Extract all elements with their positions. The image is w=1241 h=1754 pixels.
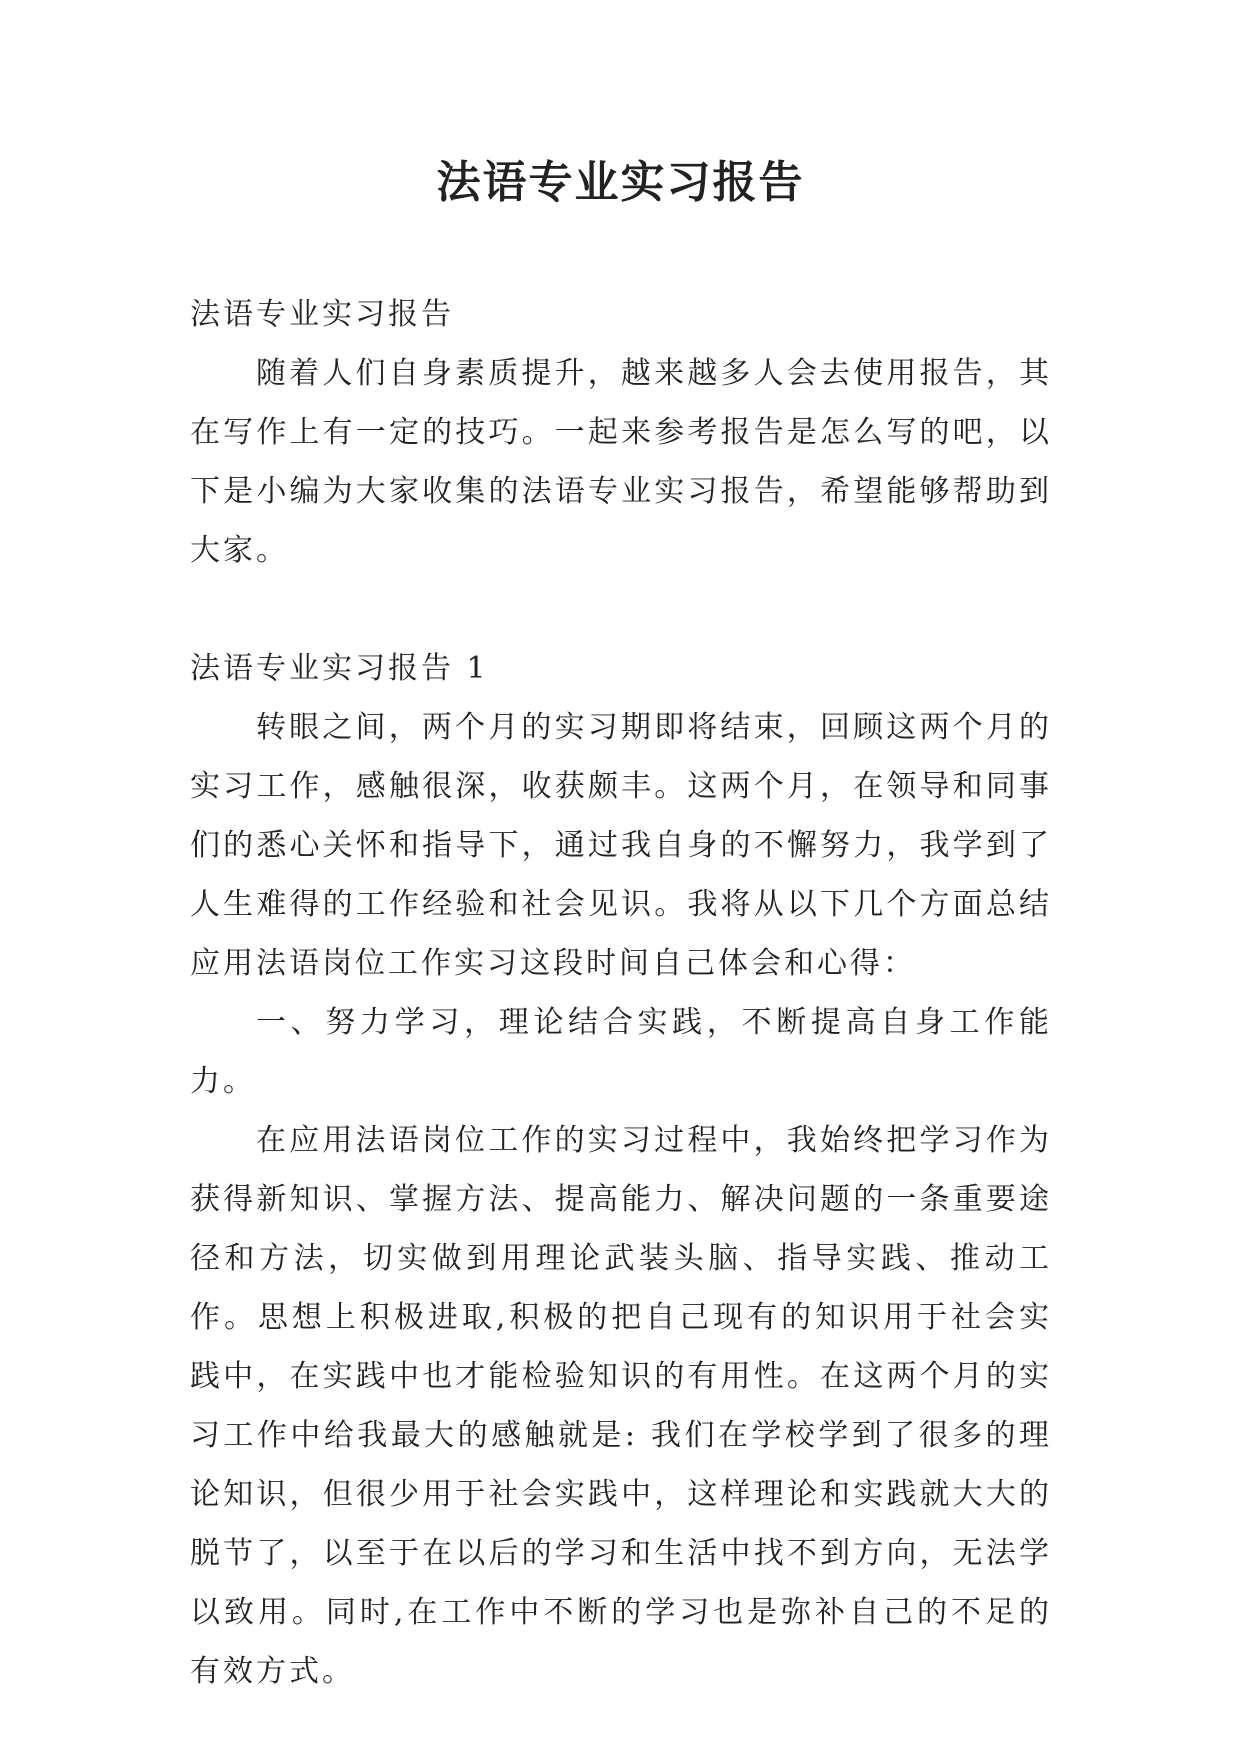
intro-paragraph: 随着人们自身素质提升，越来越多人会去使用报告，其在写作上有一定的技巧。一起来参考报告是怎么写的吧，以下是小编为大家收集的法语专业实习报告，希望能够帮助到大家。: [190, 356, 1052, 568]
report-1-subheading-1: 一、努力学习，理论结合实践，不断提高自身工作能力。: [190, 1005, 1052, 1099]
section-heading-intro: 法语专业实习报告: [190, 297, 454, 332]
paragraph-spacer: [190, 580, 1052, 639]
report-1-paragraph-1: 转眼之间，两个月的实习期即将结束，回顾这两个月的实习工作，感触很深，收获颇丰。这两个月，在领导和同事们的悉心关怀和指导下，通过我自身的不懈努力，我学到了人生难得的工作经验和社会见识。我将从以下几个方面总结应用法语岗位工作实习这段时间自己体会和心得：: [190, 710, 1052, 981]
section-heading-report-1: 法语专业实习报告 1: [190, 651, 489, 686]
document-title: 法语专业实习报告: [436, 157, 805, 208]
report-1-paragraph-2: 在应用法语岗位工作的实习过程中，我始终把学习作为获得新知识、掌握方法、提高能力、解决问题的一条重要途径和方法，切实做到用理论武装头脑、指导实践、推动工作。思想上积极进取,积极的把自己现有的知识用于社会实践中，在实践中也才能检验知识的有用性。在这两个月的实习工作中给我最大的感触就是: 我们在学校学到了很多的理论知识，但很少用于社会实践中，这样理论和实践就大大的脱节了，以至于在以后的学习和生活中找不到方向，无法学以致用。同时,在工作中不断的学习也是弥补自己的不足的有效方式。: [190, 1123, 1052, 1689]
document-body: [190, 285, 1052, 1701]
